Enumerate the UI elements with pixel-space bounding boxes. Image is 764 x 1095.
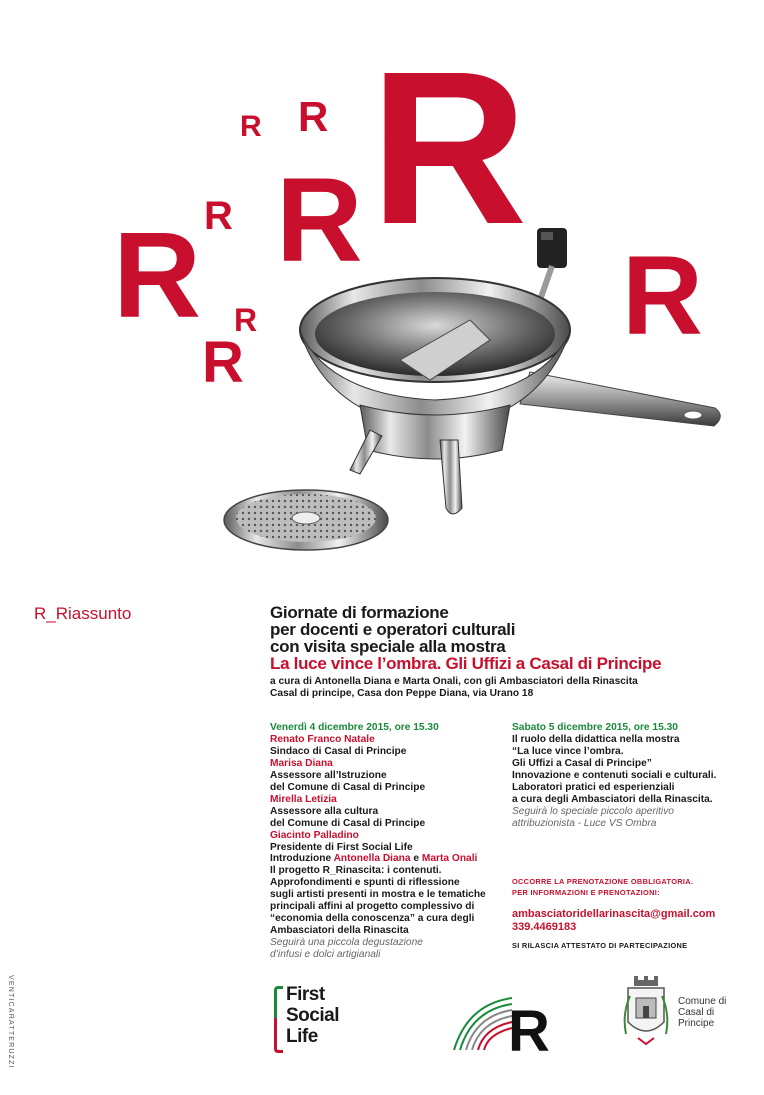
logo-bracket-red xyxy=(274,1018,283,1053)
r-rinascita-logo xyxy=(448,990,552,1054)
intro-note: d’infusi e dolci artigianali xyxy=(270,949,381,960)
booking-required: OCCORRE LA PRENOTAZIONE OBBLIGATORIA. xyxy=(512,877,694,886)
letter-r: R xyxy=(370,27,524,270)
logo-word: Life xyxy=(286,1026,318,1047)
speaker-role: del Comune di Casal di Principe xyxy=(270,782,426,793)
page-title xyxy=(270,604,661,672)
letter-r: R xyxy=(622,233,703,358)
venue-line: Casal di principe, Casa don Peppe Diana, via Urano 18 xyxy=(270,688,534,699)
intro-text: Ambasciatori della Rinascita xyxy=(270,925,409,936)
intro-text: Approfondimenti e spunti di riflessione xyxy=(270,877,460,888)
comune-line: Casal di xyxy=(678,1007,715,1018)
booking-info xyxy=(512,876,693,898)
day2-text: Laboratori pratici ed esperienziali xyxy=(512,782,675,793)
day2-note: attribuzionista - Luce VS Ombra xyxy=(512,818,657,829)
certificate-info xyxy=(512,940,687,951)
logo-text xyxy=(286,984,339,1047)
letter-r: R xyxy=(113,207,202,343)
subtitle xyxy=(270,676,638,700)
intro-and: e xyxy=(410,853,422,864)
title-line: Giornate di formazione xyxy=(270,603,449,622)
day2-program xyxy=(512,722,716,830)
logo-word: Social xyxy=(286,1005,339,1026)
speaker-role: Assessore alla cultura xyxy=(270,806,379,817)
day2-text: Il ruolo della didattica nella mostra xyxy=(512,734,680,745)
day2-note: Seguirà lo speciale piccolo aperitivo xyxy=(512,806,674,817)
speaker-name: Marisa Diana xyxy=(270,758,333,769)
curators-line: a cura di Antonella Diana e Marta Onali, con gli Ambasciatori della Rinascita xyxy=(270,676,638,687)
intro-note: Seguirà una piccola degustazione xyxy=(270,937,423,948)
speaker-role: Assessore all’Istruzione xyxy=(270,770,387,781)
designer-credit: VENTICARATTERUZZI xyxy=(7,975,14,1069)
speaker-name: Giacinto Palladino xyxy=(270,830,359,841)
contact-phone[interactable]: 339.4469183 xyxy=(512,921,577,933)
day2-text: “La luce vince l’ombra. xyxy=(512,746,624,757)
contact-email[interactable]: ambasciatoridellarinascita@gmail.com xyxy=(512,908,716,920)
intro-text: sugli artisti presenti in mostra e le tematiche xyxy=(270,889,486,900)
day2-date: Sabato 5 dicembre 2015, ore 15.30 xyxy=(512,722,678,733)
title-line: con visita speciale alla mostra xyxy=(270,637,506,656)
speaker-name: Mirella Letizia xyxy=(270,794,337,805)
day2-text: Innovazione e contenuti sociali e culturali. xyxy=(512,770,717,781)
intro-text: “economia della conoscenza” a cura degli xyxy=(270,913,475,924)
intro-text: Il progetto R_Rinascita: i contenuti. xyxy=(270,865,442,876)
coat-of-arms-icon xyxy=(620,974,672,1062)
title-line: per docenti e operatori culturali xyxy=(270,620,516,639)
day1-intro xyxy=(270,853,486,961)
speaker-role: del Comune di Casal di Principe xyxy=(270,818,426,829)
logo-word: First xyxy=(286,984,325,1005)
certificate-note: SI RILASCIA ATTESTATO DI PARTECIPAZIONE xyxy=(512,941,688,950)
r-logo-letter: R xyxy=(508,999,550,1054)
day1-program xyxy=(270,722,439,854)
comune-line: Principe xyxy=(678,1018,715,1029)
letter-r: R xyxy=(234,302,258,338)
day1-date: Venerdì 4 dicembre 2015, ore 15.30 xyxy=(270,722,439,733)
contact-info xyxy=(512,908,715,934)
intro-prefix: Introduzione xyxy=(270,853,334,864)
letter-r: R xyxy=(204,194,233,238)
letter-r: R xyxy=(276,153,363,287)
speaker-name: Renato Franco Natale xyxy=(270,734,375,745)
letter-r: R xyxy=(298,93,329,140)
intro-text: principali affini al progetto complessivo di xyxy=(270,901,475,912)
exhibition-title: La luce vince l’ombra. Gli Uffizi a Casal di Principe xyxy=(270,654,662,673)
speaker-role: Sindaco di Casal di Principe xyxy=(270,746,407,757)
section-label: R_Riassunto xyxy=(34,604,132,623)
booking-info-label: PER INFORMAZIONI E PRENOTAZIONI: xyxy=(512,888,660,897)
intro-name: Antonella Diana xyxy=(333,853,411,864)
first-social-life-logo xyxy=(272,984,362,1054)
comune-label xyxy=(678,996,726,1029)
comune-line: Comune di xyxy=(678,996,727,1007)
letter-r: R xyxy=(240,110,262,143)
day2-text: a cura degli Ambasciatori della Rinascita. xyxy=(512,794,713,805)
intro-name: Marta Onali xyxy=(421,853,478,864)
day2-text: Gli Uffizi a Casal di Principe” xyxy=(512,758,652,769)
letter-r: R xyxy=(202,330,244,395)
speaker-role: Presidente di First Social Life xyxy=(270,842,413,853)
